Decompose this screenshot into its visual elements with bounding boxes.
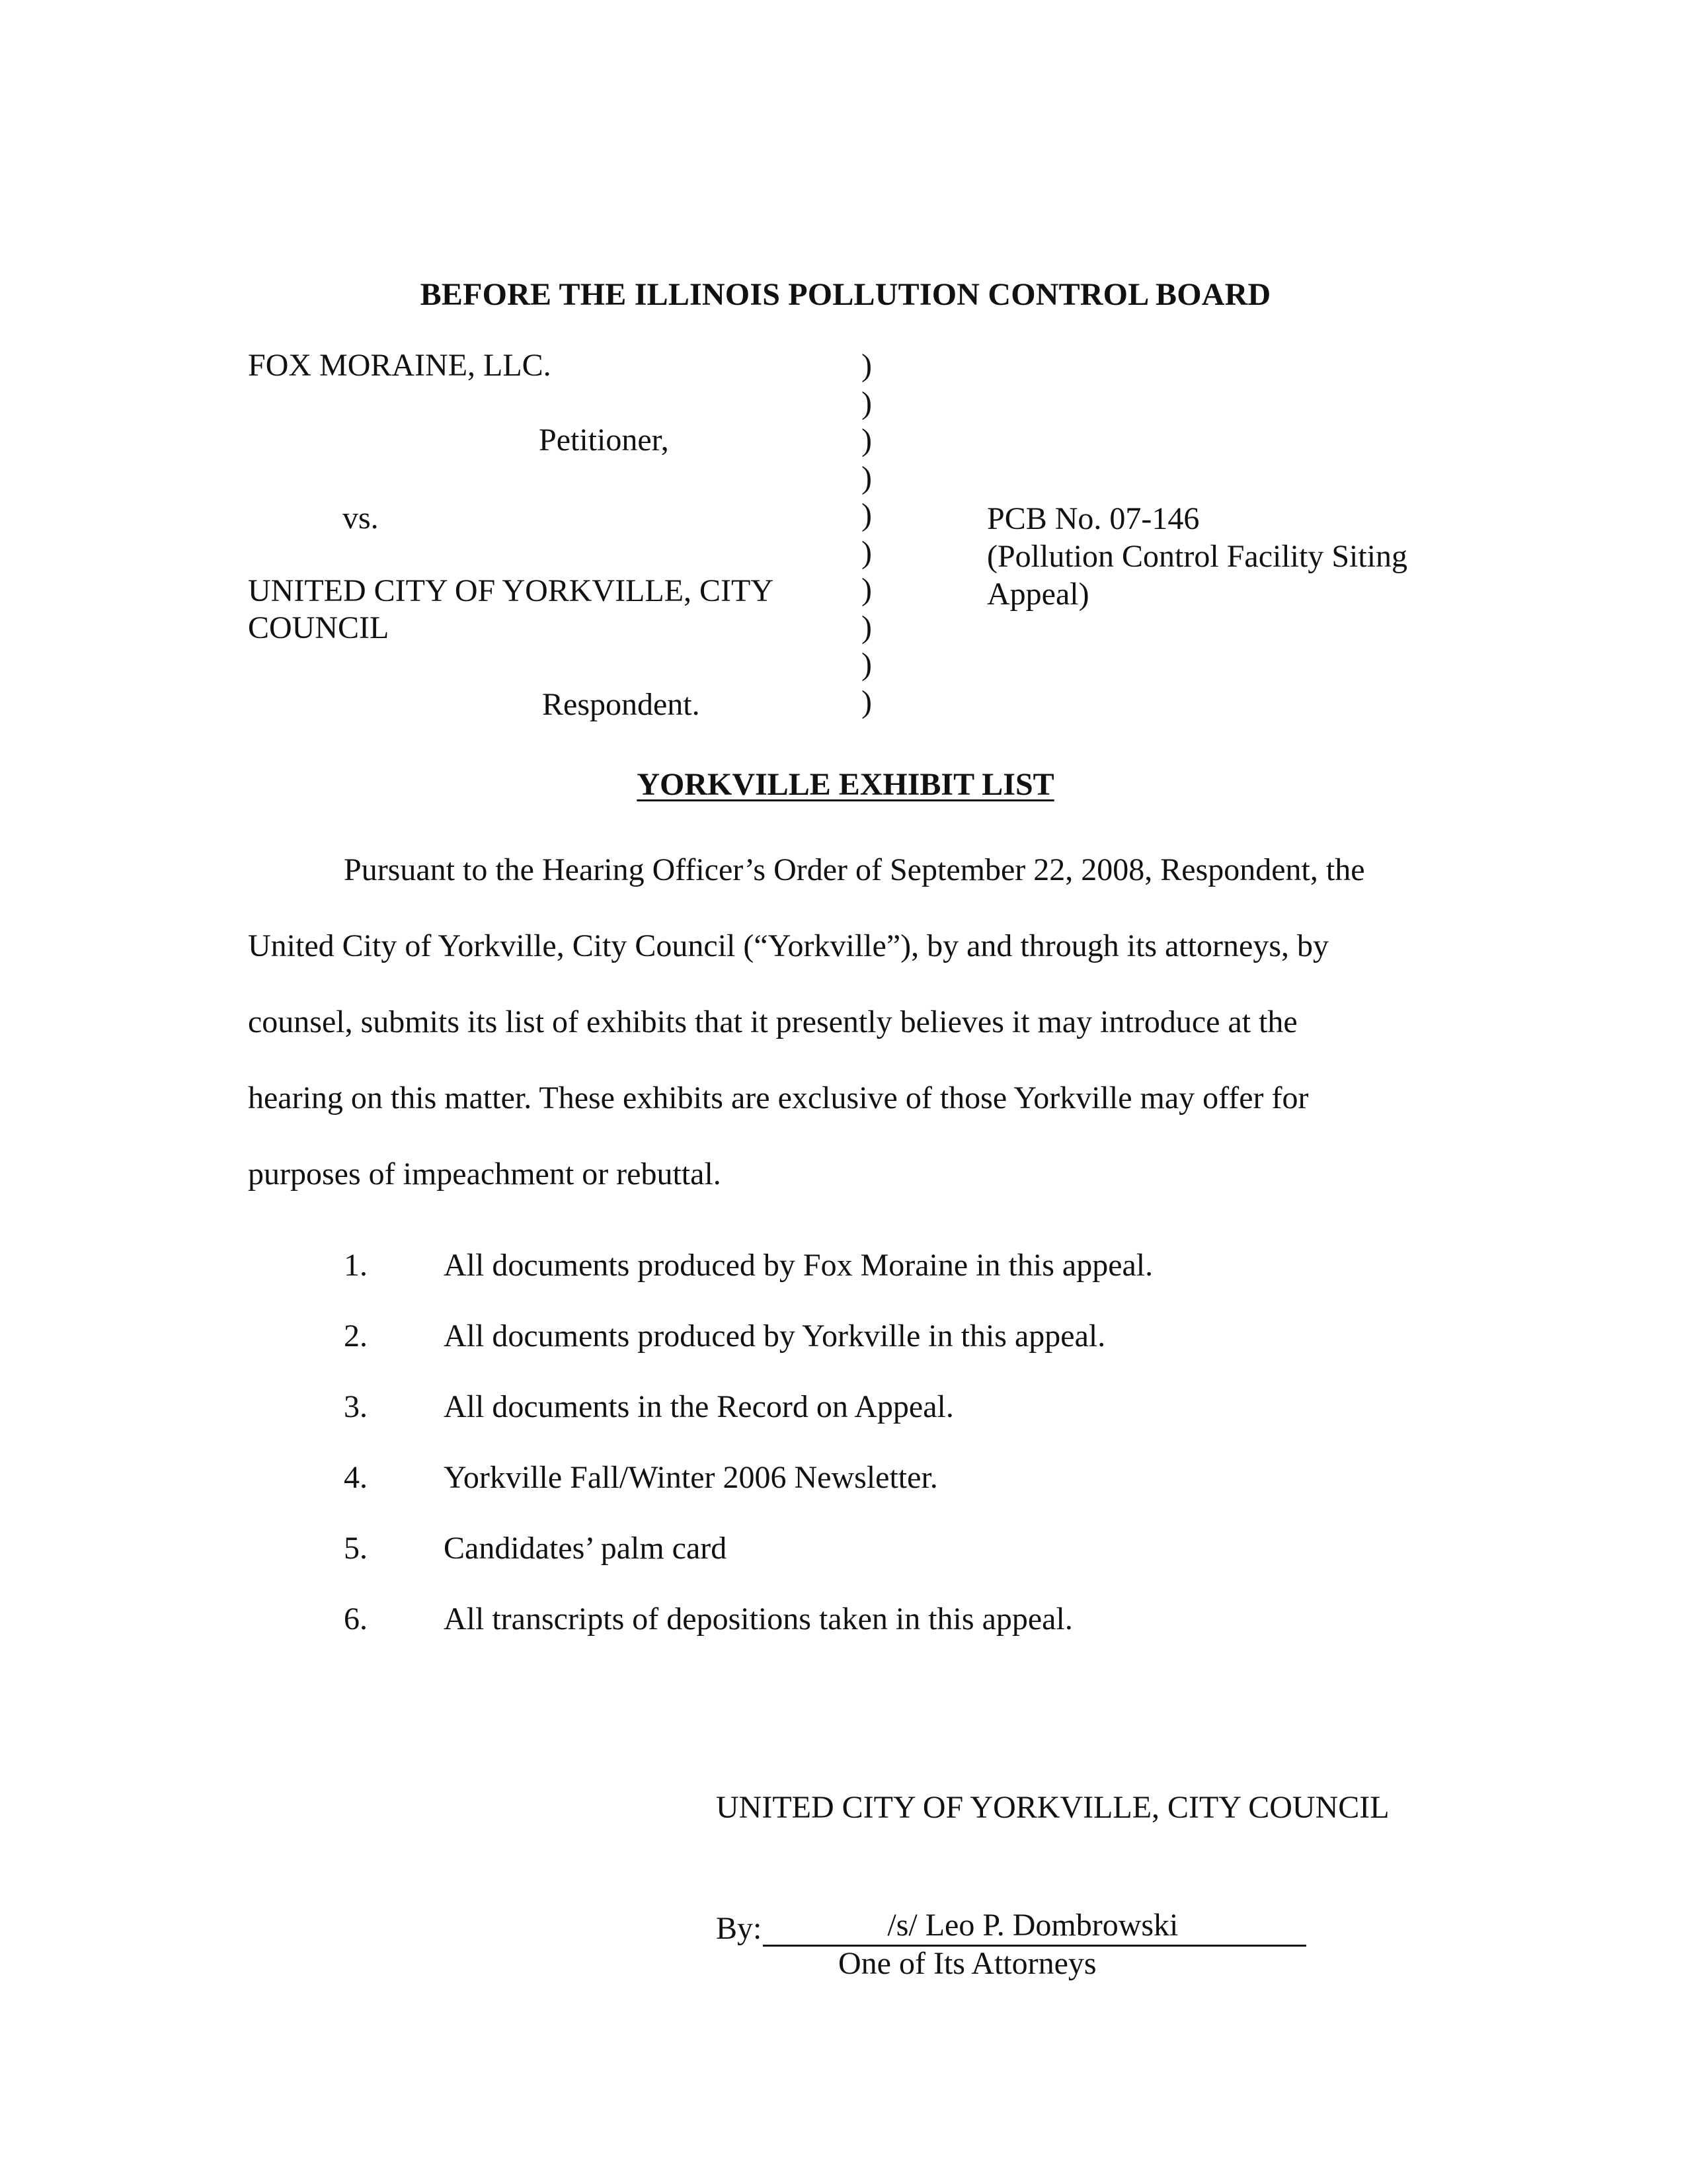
- exhibit-list: [0, 1247, 1691, 1672]
- caption-paren: ): [861, 460, 872, 495]
- exhibit-item: [0, 1530, 1691, 1601]
- exhibit-text: All documents produced by Fox Moraine in this appeal.: [444, 1248, 1154, 1283]
- exhibit-item: [0, 1459, 1691, 1530]
- exhibit-item: [0, 1389, 1691, 1459]
- exhibit-text: All transcripts of depositions taken in this appeal.: [444, 1601, 1073, 1637]
- exhibit-item: [0, 1601, 1691, 1672]
- caption-paren: ): [861, 385, 872, 421]
- body-line: Pursuant to the Hearing Officer’s Order of September 22, 2008, Respondent, the: [344, 852, 1365, 887]
- caption-parentheses: [861, 347, 888, 721]
- caption-paren: ): [861, 423, 872, 458]
- exhibit-number: 6.: [344, 1601, 368, 1637]
- body-line: counsel, submits its list of exhibits that it presently believes it may introduce at the: [248, 1004, 1298, 1039]
- caption-paren: ): [861, 647, 872, 682]
- exhibit-number: 5.: [344, 1531, 368, 1566]
- caption-paren: ): [861, 534, 872, 570]
- signer-title: One of Its Attorneys: [838, 1946, 1097, 1981]
- versus-label: vs.: [342, 501, 379, 536]
- board-title: BEFORE THE ILLINOIS POLLUTION CONTROL BOARD: [420, 277, 1271, 312]
- exhibit-number: 1.: [344, 1248, 368, 1283]
- exhibit-number: 3.: [344, 1389, 368, 1424]
- caption-paren: ): [861, 684, 872, 719]
- caption-paren: ): [861, 609, 872, 645]
- caption-paren: ): [861, 348, 872, 383]
- petitioner-role: Petitioner,: [539, 423, 669, 458]
- exhibit-text: Candidates’ palm card: [444, 1531, 727, 1566]
- exhibit-text: All documents in the Record on Appeal.: [444, 1389, 954, 1424]
- case-type-line2: Appeal): [987, 577, 1089, 612]
- exhibit-item: [0, 1247, 1691, 1318]
- body-line: purposes of impeachment or rebuttal.: [248, 1156, 721, 1192]
- respondent-name-line2: COUNCIL: [248, 610, 389, 645]
- exhibit-text: Yorkville Fall/Winter 2006 Newsletter.: [444, 1460, 938, 1495]
- body-line: hearing on this matter. These exhibits are exclusive of those Yorkville may offer for: [248, 1080, 1309, 1115]
- case-info: [987, 500, 1407, 613]
- by-label: By:: [716, 1911, 762, 1946]
- case-type-line1: (Pollution Control Facility Siting: [987, 539, 1408, 574]
- petitioner-name: FOX MORAINE, LLC.: [248, 348, 551, 383]
- signature-line: [716, 1908, 1306, 1947]
- signer-name: /s/ Leo P. Dombrowski: [887, 1908, 1179, 1943]
- caption-paren: ): [861, 572, 872, 607]
- respondent-name-line1: UNITED CITY OF YORKVILLE, CITY: [248, 573, 773, 608]
- body-line: United City of Yorkville, City Council (“Yorkville”), by and through its attorneys, by: [248, 928, 1329, 963]
- respondent-role: Respondent.: [542, 687, 700, 722]
- exhibit-number: 4.: [344, 1460, 368, 1495]
- exhibit-number: 2.: [344, 1318, 368, 1354]
- signature-underline: [763, 1908, 1306, 1947]
- signature-organization: UNITED CITY OF YORKVILLE, CITY COUNCIL: [716, 1790, 1390, 1825]
- caption-paren: ): [861, 497, 872, 532]
- exhibit-item: [0, 1318, 1691, 1389]
- exhibit-text: All documents produced by Yorkville in this appeal.: [444, 1318, 1106, 1354]
- body-paragraph: [248, 832, 1425, 1212]
- case-number: PCB No. 07-146: [987, 501, 1200, 536]
- exhibit-list-heading: YORKVILLE EXHIBIT LIST: [637, 767, 1054, 802]
